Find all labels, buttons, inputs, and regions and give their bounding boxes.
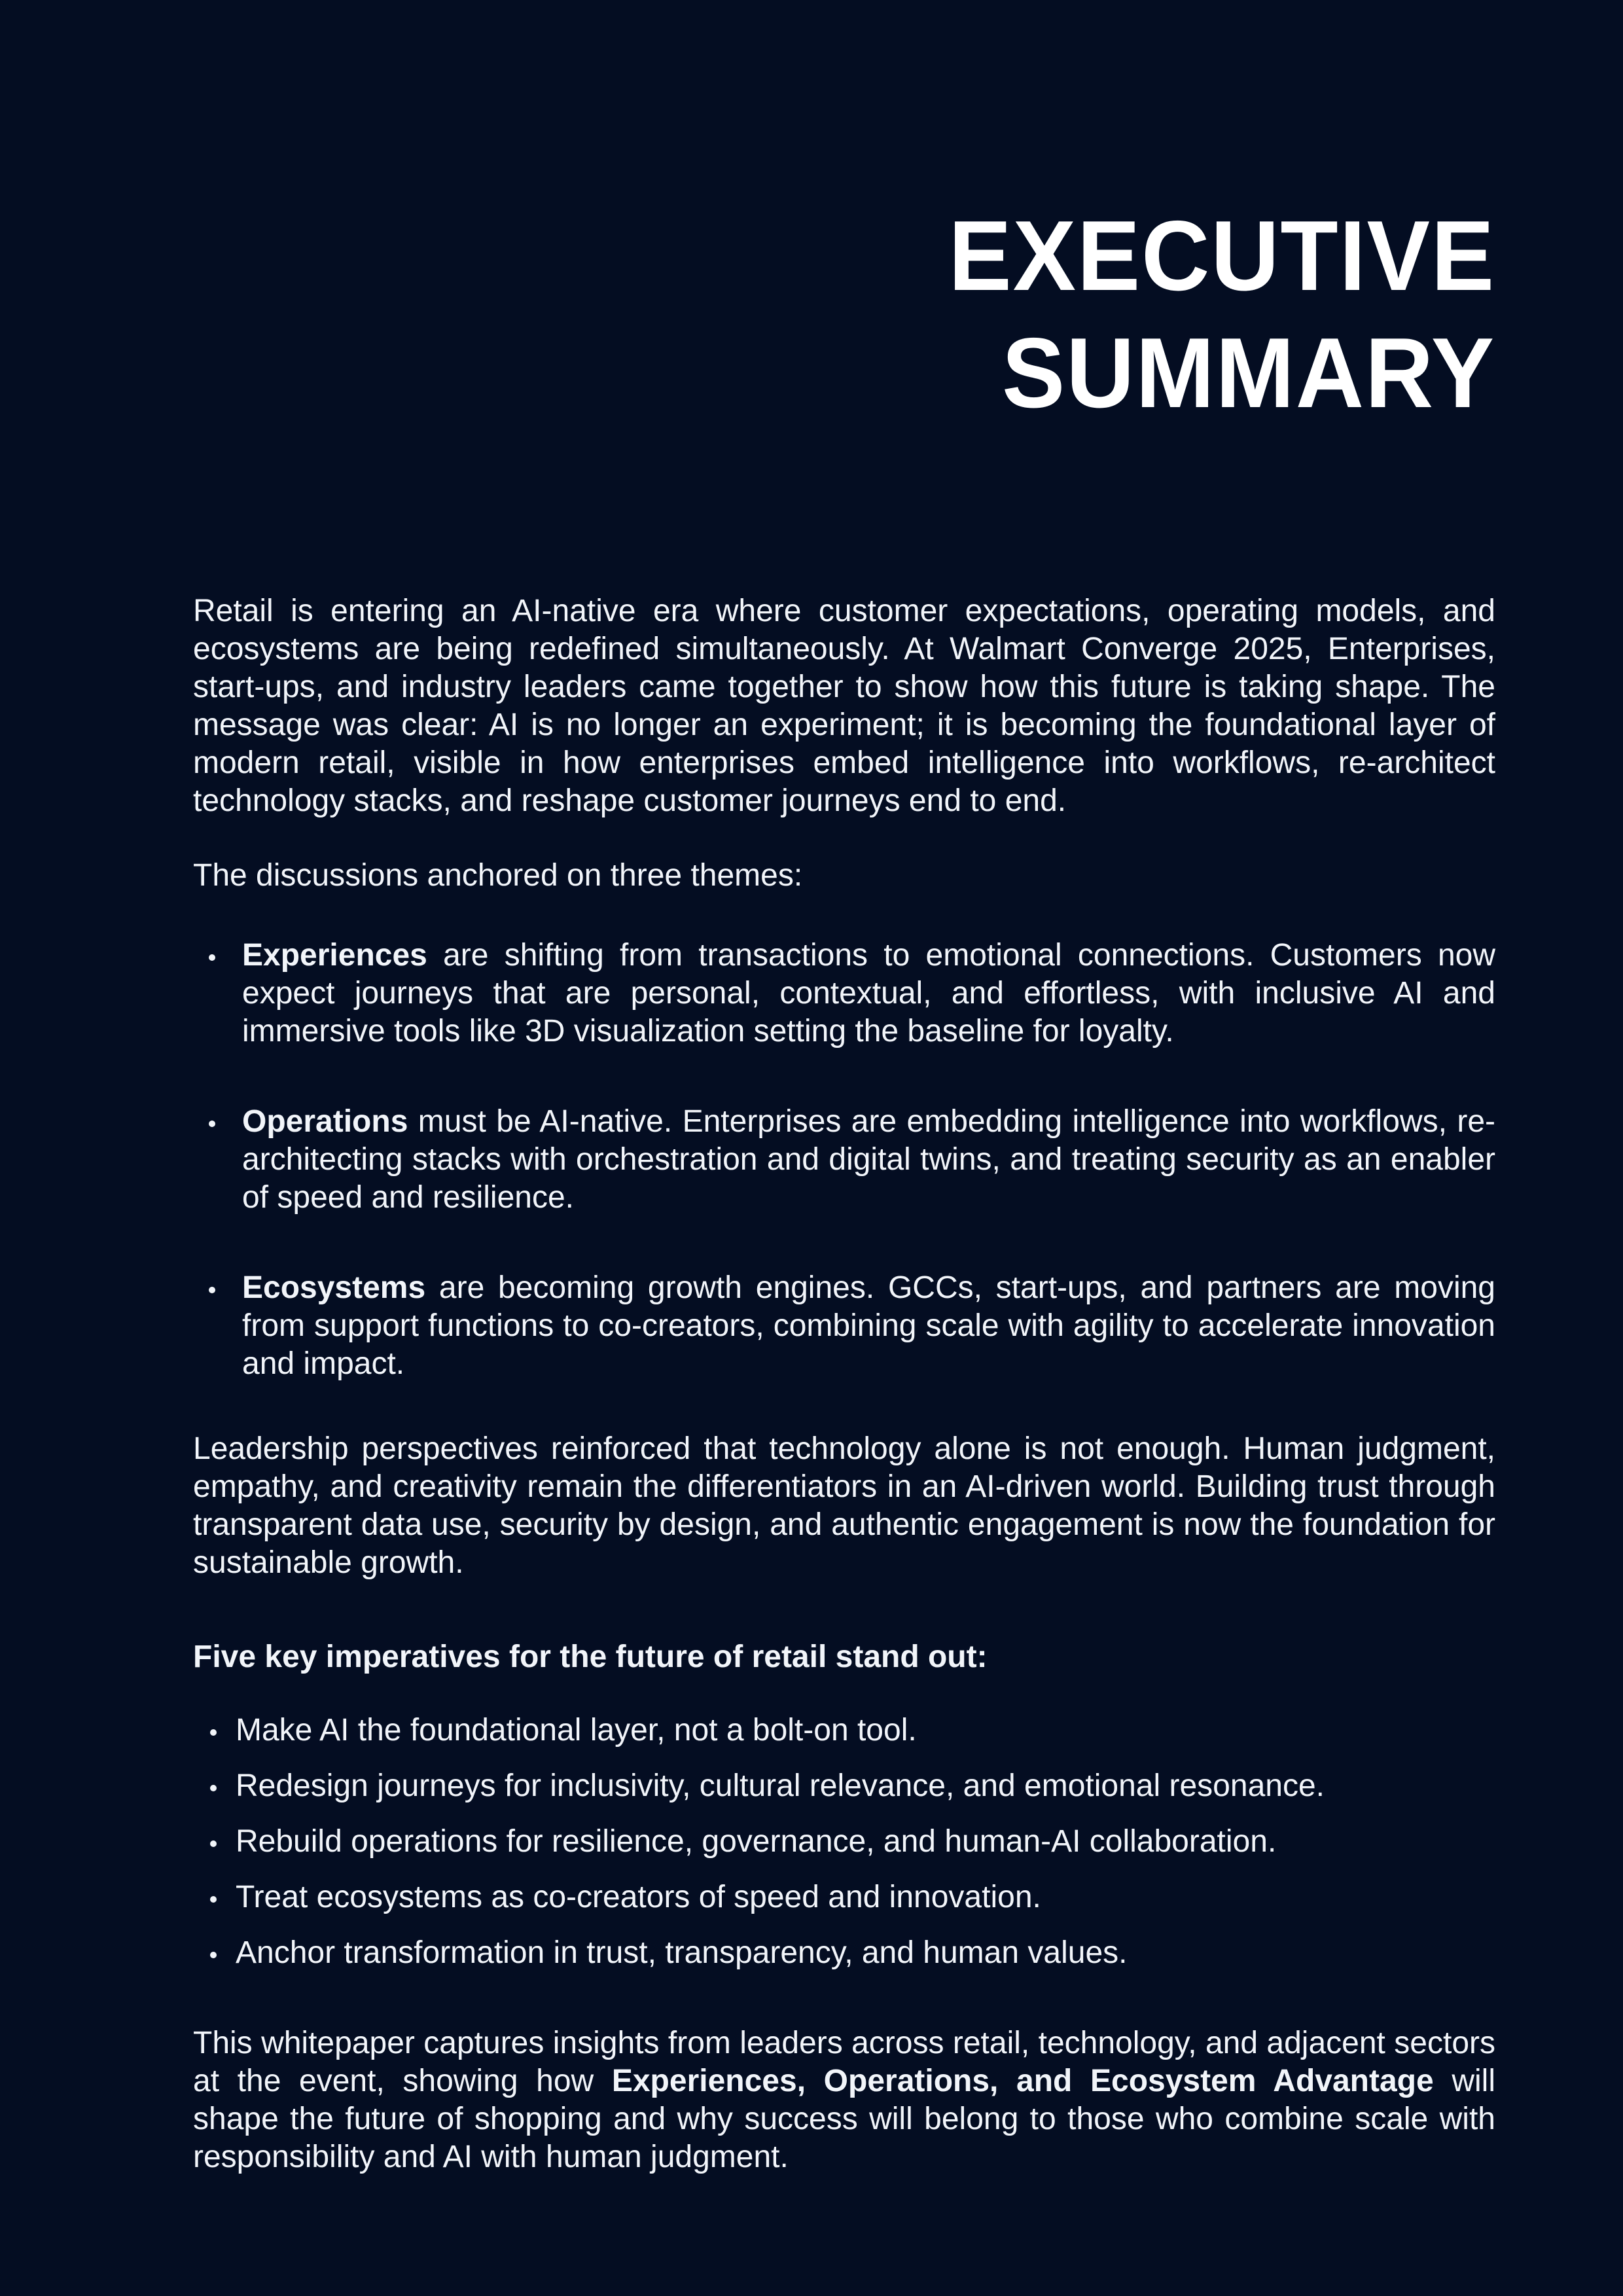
bullet-icon xyxy=(210,1729,217,1736)
leadership-paragraph: Leadership perspectives reinforced that technology alone is not enough. Human judgment, empathy, and creativity remain the differentiators in an AI-driven world. Building trust through transparent data use, security by design, and authentic engagement is now the foundation for sustainable growth. xyxy=(193,1431,1495,1580)
closing-post: will shape the future of shopping and why success will belong to those who combine scale with responsibility and AI with human judgment. xyxy=(193,2063,1495,2174)
theme-lead: Operations xyxy=(242,1103,408,1139)
imperative-item xyxy=(193,1767,1495,1805)
page-title-line-1: EXECUTIVE xyxy=(948,200,1495,312)
bullet-icon xyxy=(209,1121,215,1127)
theme-item-ecosystems xyxy=(193,1269,1495,1383)
imperative-text: Make AI the foundational layer, not a bolt-on tool. xyxy=(236,1712,917,1748)
theme-text: must be AI-native. Enterprises are embedding intelligence into workflows, re-architecting stacks with orchestration and digital twins, and treating security as an enabler of speed and resilience. xyxy=(242,1103,1495,1215)
bullet-icon xyxy=(210,1952,217,1958)
theme-text: are becoming growth engines. GCCs, start-ups, and partners are moving from support functions to co-creators, combining scale with agility to accelerate innovation and impact. xyxy=(242,1270,1495,1381)
imperative-text: Treat ecosystems as co-creators of speed and innovation. xyxy=(236,1879,1041,1914)
bullet-icon xyxy=(210,1896,217,1903)
bullet-icon xyxy=(209,954,215,961)
imperative-text: Anchor transformation in trust, transparency, and human values. xyxy=(236,1935,1128,1970)
imperative-item xyxy=(193,1878,1495,1916)
theme-list xyxy=(193,937,1495,1383)
page-title-line-2: SUMMARY xyxy=(1002,317,1495,429)
closing-paragraph xyxy=(193,2024,1495,2176)
closing-bold: Experiences, Operations, and Ecosystem Advantage xyxy=(611,2063,1434,2098)
imperative-item xyxy=(193,1712,1495,1749)
theme-text: are shifting from transactions to emotional connections. Customers now expect journeys that are personal, contextual, and effortless, with inclusive AI and immersive tools like 3D visualization setting the baseline for loyalty. xyxy=(242,937,1495,1049)
imperative-item xyxy=(193,1934,1495,1972)
imperative-text: Redesign journeys for inclusivity, cultural relevance, and emotional resonance. xyxy=(236,1768,1325,1803)
theme-item-operations xyxy=(193,1103,1495,1217)
theme-lead: Experiences xyxy=(242,937,427,973)
imperative-item xyxy=(193,1823,1495,1861)
intro-paragraph: Retail is entering an AI-native era where customer expectations, operating models, and ecosystems are being redefined simultaneously. At Walmart Converge 2025, Enterprises, start-ups, and industry leaders came together to show how this future is taking shape. The message was clear: AI is no longer an experiment; it is becoming the foundational layer of modern retail, visible in how enterprises embed intelligence into workflows, re-architect technology stacks, and reshape customer journeys end to end. xyxy=(193,593,1495,818)
themes-intro: The discussions anchored on three themes: xyxy=(193,857,803,893)
page-title xyxy=(259,198,1496,432)
bullet-icon xyxy=(210,1785,217,1791)
theme-item-experiences xyxy=(193,937,1495,1050)
bullet-icon xyxy=(210,1840,217,1847)
closing-pre: This whitepaper captures insights from leaders across retail, technology, and adjacent sectors at the event, showing how xyxy=(193,2025,1495,2098)
bullet-icon xyxy=(209,1287,215,1293)
imperatives-heading: Five key imperatives for the future of retail stand out: xyxy=(193,1639,988,1674)
imperative-text: Rebuild operations for resilience, governance, and human-AI collaboration. xyxy=(236,1823,1277,1859)
theme-lead: Ecosystems xyxy=(242,1270,426,1305)
imperatives-list xyxy=(193,1712,1495,1972)
